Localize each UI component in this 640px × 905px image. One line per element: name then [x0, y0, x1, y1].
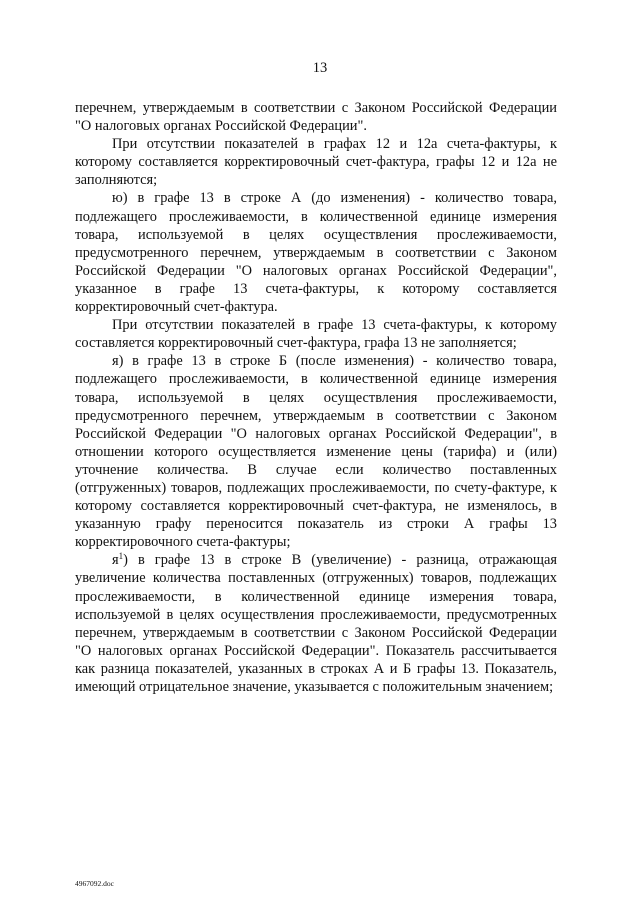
paragraph-5: я) в графе 13 в строке Б (после изменения) - количество товара, подлежащего прослеживаемости, в количественной единице измерения товара, используемой в целях осуществления прослеживаемости, предусмотренного перечнем, утверждаемым в соответствии с Законом Российской Федерации "О налоговых органах Российской Федерации", в отношении которого осуществляется изменение цены (тарифа) и (или) уточнение количества. В случае если количество поставленных (отгруженных) товаров, подлежащих прослеживаемости, по счету-фактуре, к которому составляется корректировочный счет-фактура, не изменялось, в указанную графу переносится показатель из строки А графы 13 корректировочного счета-фактуры; — [75, 353, 557, 551]
paragraph-3: ю) в графе 13 в строке А (до изменения) - количество товара, подлежащего прослеживаемости, в количественной единице измерения товара, используемой в целях осуществления прослеживаемости, предусмотренного перечнем, утверждаемым в соответствии с Законом Российской Федерации "О налоговых органах Российской Федерации", указанное в графе 13 счета-фактуры, к которому составляется корректировочный счет-фактура. — [75, 190, 557, 316]
paragraph-6-superscript: 1 — [118, 551, 124, 562]
document-footer: 4967092.doc — [75, 879, 114, 888]
paragraph-6-prefix: я — [112, 552, 119, 569]
paragraph-6-text: ) в графе 13 в строке В (увеличение) - разница, отражающая увеличение количества поставленных (отгруженных) товаров, подлежащих прослеживаемости, в количественной единице измерения товара, используемой в целях осуществления прослеживаемости, предусмотренных перечнем, утверждаемым в соответствии с Законом Российской Федерации "О налоговых органах Российской Федерации". Показатель рассчитывается как разница показателей, указанных в строках А и Б графы 13. Показатель, имеющий отрицательное значение, указывается с положительным значением; — [75, 552, 557, 695]
paragraph-4: При отсутствии показателей в графе 13 счета-фактуры, к которому составляется корректировочный счет-фактура, графа 13 не заполняется; — [75, 317, 557, 352]
paragraph-1: перечнем, утверждаемым в соответствии с Законом Российской Федерации "О налоговых органах Российской Федерации". — [75, 100, 557, 135]
document-body — [75, 99, 557, 696]
paragraph-2: При отсутствии показателей в графах 12 и 12а счета-фактуры, к которому составляется корректировочный счет-фактура, графы 12 и 12а не заполняются; — [75, 136, 557, 189]
paragraph-6 — [75, 551, 557, 696]
page-number: 13 — [312, 60, 328, 76]
